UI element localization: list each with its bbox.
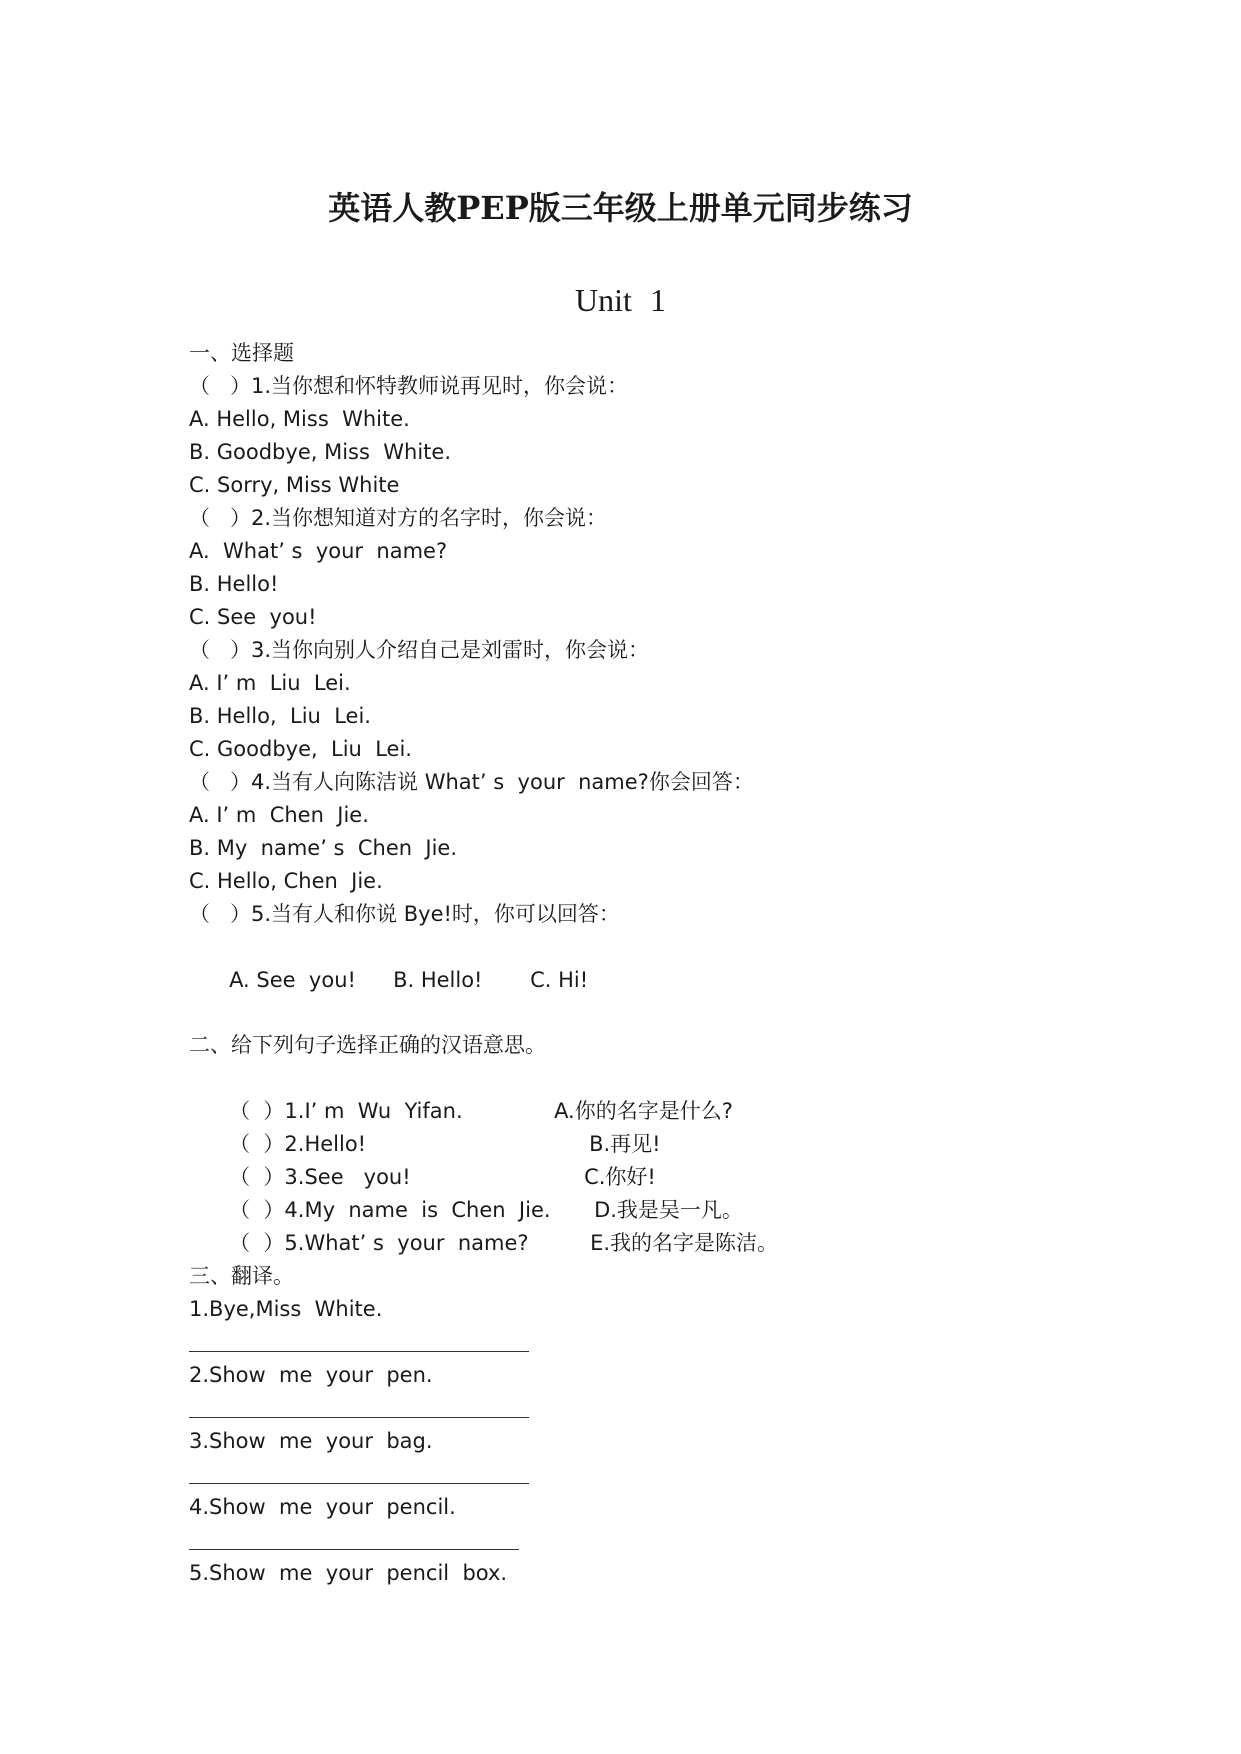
- option-c: C. Hello, Chen Jie.: [189, 869, 383, 893]
- translation-item: 4.Show me your pencil.: [189, 1495, 456, 1519]
- matching-meaning: E.我的名字是陈洁。: [590, 1231, 779, 1255]
- unit-heading: Unit 1: [575, 282, 666, 318]
- option-a: A. See you!: [229, 968, 356, 992]
- matching-meaning: C.你好!: [584, 1165, 656, 1189]
- answer-line: [189, 1351, 529, 1352]
- matching-sentence: （ ）3.See you!: [229, 1165, 411, 1189]
- option-a: A. I’ m Liu Lei.: [189, 671, 351, 695]
- section1-heading: 一、选择题: [189, 341, 294, 365]
- answer-line: [189, 1549, 519, 1550]
- translation-item: 3.Show me your bag.: [189, 1429, 433, 1453]
- translation-item: 5.Show me your pencil box.: [189, 1561, 508, 1585]
- answer-blank[interactable]: [189, 1458, 1149, 1491]
- section2-heading: 二、给下列句子选择正确的汉语意思。: [189, 1033, 546, 1057]
- answer-line: [189, 1483, 529, 1484]
- option-c: C. Sorry, Miss White: [189, 473, 400, 497]
- matching-sentence: （ ）2.Hello!: [229, 1132, 367, 1156]
- matching-row: [189, 1062, 1149, 1123]
- worksheet-content: [189, 337, 1149, 1590]
- translation-item: 1.Bye,Miss White.: [189, 1297, 383, 1321]
- option-a: A. What’ s your name?: [189, 539, 448, 563]
- question-stem: （ ）3.当你向别人介绍自己是刘雷时，你会说：: [189, 638, 650, 662]
- matching-sentence: （ ）1.I’ m Wu Yifan.: [229, 1099, 463, 1123]
- option-b: B. Hello!: [189, 572, 279, 596]
- inline-options: [189, 931, 1149, 992]
- option-c: C. Hi!: [530, 968, 589, 992]
- translation-item: 2.Show me your pen.: [189, 1363, 433, 1387]
- section3-heading: 三、翻译。: [189, 1264, 294, 1288]
- matching-sentence: （ ）4.My name is Chen Jie.: [229, 1198, 551, 1222]
- matching-sentence: （ ）5.What’ s your name?: [229, 1231, 529, 1255]
- answer-blank[interactable]: [189, 1392, 1149, 1425]
- matching-meaning: D.我是吴一凡。: [594, 1198, 743, 1222]
- question-stem: （ ）1.当你想和怀特教师说再见时，你会说：: [189, 374, 629, 398]
- answer-line: [189, 1417, 529, 1418]
- option-b: B. Hello, Liu Lei.: [189, 704, 371, 728]
- question-stem: （ ）4.当有人向陈洁说 What’ s your name?你会回答：: [189, 770, 754, 794]
- option-b: B. My name’ s Chen Jie.: [189, 836, 458, 860]
- option-c: C. See you!: [189, 605, 317, 629]
- answer-blank[interactable]: [189, 1326, 1149, 1359]
- question-stem: （ ）5.当有人和你说 Bye!时，你可以回答：: [189, 902, 620, 926]
- question-stem: （ ）2.当你想知道对方的名字时，你会说：: [189, 506, 608, 530]
- matching-meaning: B.再见!: [589, 1132, 661, 1156]
- option-a: A. I’ m Chen Jie.: [189, 803, 369, 827]
- document-title: 英语人教PEP版三年级上册单元同步练习: [328, 189, 913, 227]
- option-a: A. Hello, Miss White.: [189, 407, 410, 431]
- option-b: B. Hello!: [393, 968, 483, 992]
- option-c: C. Goodbye, Liu Lei.: [189, 737, 412, 761]
- answer-blank[interactable]: [189, 1524, 1149, 1557]
- matching-meaning: A.你的名字是什么?: [554, 1099, 733, 1123]
- option-b: B. Goodbye, Miss White.: [189, 440, 452, 464]
